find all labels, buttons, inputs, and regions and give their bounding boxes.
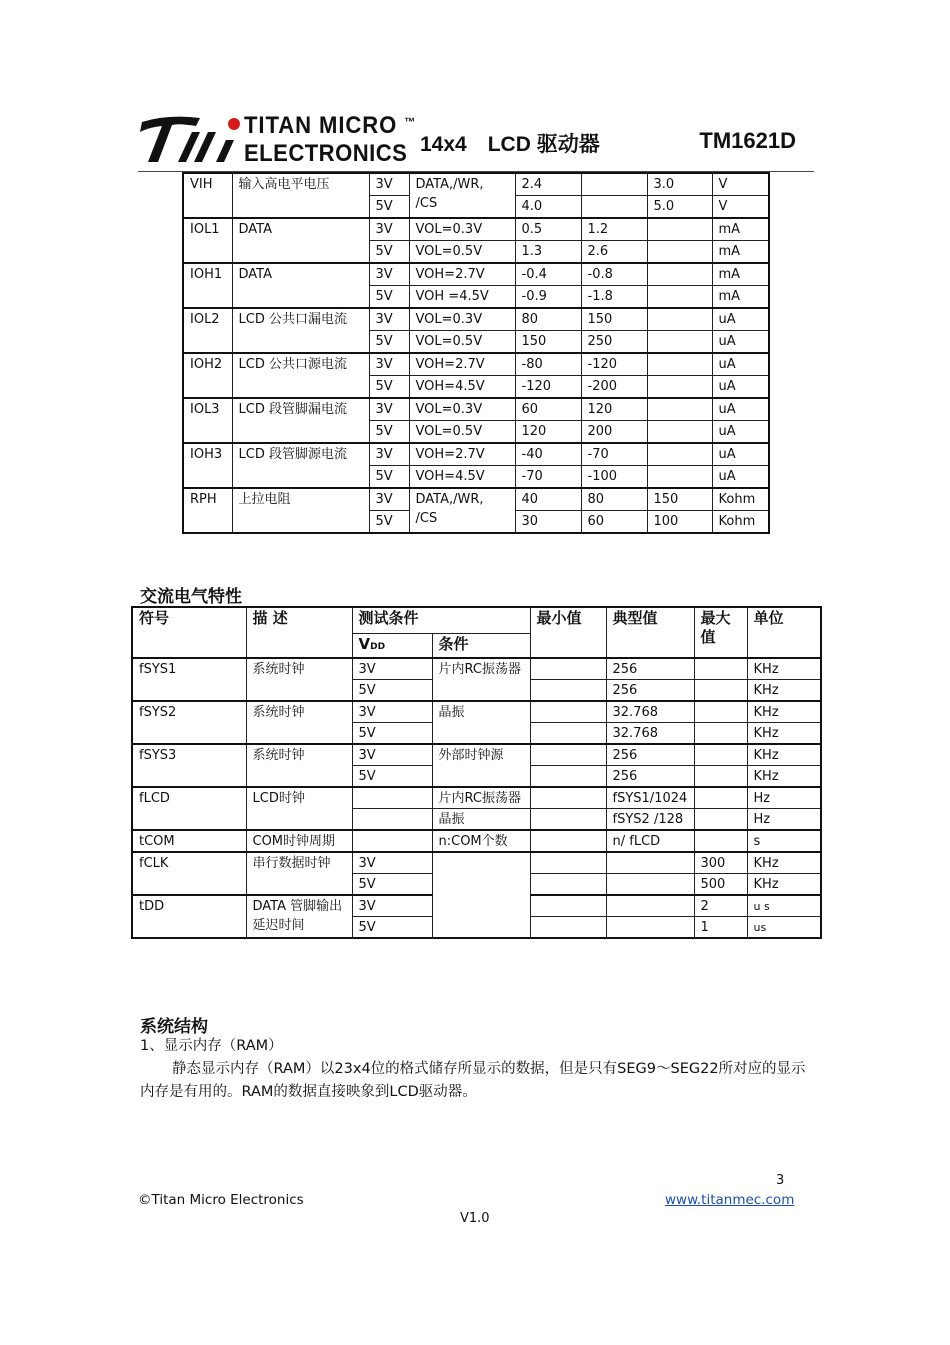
dc-unit-cell: Kohm <box>712 511 769 534</box>
dc-symbol-cell: RPH <box>183 488 232 533</box>
ac-max-cell <box>694 744 747 766</box>
table-row <box>183 443 769 466</box>
ac-vdd-cell: 3V <box>352 658 432 680</box>
ac-min-cell <box>530 916 606 938</box>
dc-min-cell: 80 <box>515 308 581 331</box>
ac-header-test-cond: 测试条件 <box>352 607 530 633</box>
dc-max-cell <box>647 308 712 331</box>
ac-vdd-cell <box>352 787 432 809</box>
dc-vdd-cell: 3V <box>369 218 409 241</box>
ac-min-cell <box>530 701 606 723</box>
ac-desc-cell: LCD时钟 <box>246 787 352 830</box>
ac-unit-cell: Hz <box>747 787 821 809</box>
ac-max-cell <box>694 787 747 809</box>
dc-cond-cell: DATA,/WR, /CS <box>409 488 515 533</box>
ac-typ-cell: n/ fLCD <box>606 830 694 852</box>
ac-vdd-cell <box>352 808 432 830</box>
ac-min-cell <box>530 765 606 787</box>
dc-desc-cell: DATA <box>232 263 369 308</box>
dc-max-cell <box>647 353 712 376</box>
dc-min-cell: 150 <box>515 331 581 354</box>
table-row <box>183 173 769 196</box>
dc-characteristics-table <box>182 172 770 534</box>
ac-typ-cell: 256 <box>606 744 694 766</box>
dc-min-cell: 40 <box>515 488 581 511</box>
dc-min-cell: -70 <box>515 466 581 489</box>
dc-vdd-cell: 3V <box>369 308 409 331</box>
dc-cond-cell: VOH=2.7V <box>409 443 515 466</box>
table-row <box>183 218 769 241</box>
footer-copyright: ©Titan Micro Electronics <box>138 1192 304 1208</box>
dc-cond-cell: VOH=2.7V <box>409 263 515 286</box>
dc-max-cell <box>647 218 712 241</box>
logo-line1: TITAN MICRO <box>244 112 398 139</box>
dc-vdd-cell: 3V <box>369 398 409 421</box>
ac-typ-cell <box>606 916 694 938</box>
dc-typ-cell: -100 <box>581 466 647 489</box>
ac-desc-cell: 系统时钟 <box>246 744 352 787</box>
dc-max-cell <box>647 421 712 444</box>
ac-min-cell <box>530 873 606 895</box>
dc-vdd-cell: 5V <box>369 196 409 219</box>
dc-max-cell: 100 <box>647 511 712 534</box>
dc-vdd-cell: 3V <box>369 488 409 511</box>
dc-symbol-cell: IOH3 <box>183 443 232 488</box>
table-row <box>183 488 769 511</box>
ac-vdd-cell: 5V <box>352 765 432 787</box>
ac-max-cell <box>694 830 747 852</box>
dc-cond-cell: VOH=2.7V <box>409 353 515 376</box>
dc-typ-cell <box>581 173 647 196</box>
dc-cond-cell: VOL=0.3V <box>409 398 515 421</box>
ac-symbol-cell: fSYS1 <box>132 658 246 701</box>
dc-typ-cell: -70 <box>581 443 647 466</box>
dc-desc-cell: LCD 段管脚源电流 <box>232 443 369 488</box>
ac-symbol-cell: fLCD <box>132 787 246 830</box>
part-number: TM1621D <box>699 128 796 153</box>
dc-vdd-cell: 3V <box>369 263 409 286</box>
ac-symbol-cell: tDD <box>132 895 246 938</box>
dc-max-cell <box>647 241 712 264</box>
ram-paragraph: 静态显示内存（RAM）以23x4位的格式储存所显示的数据，但是只有SEG9～SEG22所对应的显示内存是有用的。RAM的数据直接映象到LCD驱动器。 <box>140 1061 806 1100</box>
ac-desc-cell: DATA 管脚输出延迟时间 <box>246 895 352 938</box>
dc-min-cell: -120 <box>515 376 581 399</box>
dc-unit-cell: uA <box>712 466 769 489</box>
dc-vdd-cell: 5V <box>369 511 409 534</box>
ac-symbol-cell: fSYS3 <box>132 744 246 787</box>
dc-min-cell: 4.0 <box>515 196 581 219</box>
dc-unit-cell: mA <box>712 263 769 286</box>
dc-unit-cell: uA <box>712 443 769 466</box>
footer-version: V1.0 <box>460 1211 490 1226</box>
dc-desc-cell: 上拉电阻 <box>232 488 369 533</box>
dc-typ-cell: 1.2 <box>581 218 647 241</box>
ac-characteristics-table <box>131 606 822 939</box>
ac-cond-cell: 片内RC振荡器 <box>432 787 530 809</box>
dc-min-cell: -40 <box>515 443 581 466</box>
ac-unit-cell: s <box>747 830 821 852</box>
dc-symbol-cell: IOH2 <box>183 353 232 398</box>
dc-unit-cell: uA <box>712 308 769 331</box>
dc-symbol-cell: IOH1 <box>183 263 232 308</box>
ac-cond-cell: 片内RC振荡器 <box>432 658 530 701</box>
dc-vdd-cell: 5V <box>369 376 409 399</box>
ac-header-max: 最大值 <box>694 607 747 658</box>
dc-max-cell <box>647 398 712 421</box>
ac-max-cell: 500 <box>694 873 747 895</box>
dc-typ-cell: 120 <box>581 398 647 421</box>
dc-vdd-cell: 3V <box>369 353 409 376</box>
system-section-title: 系统结构 <box>140 1017 208 1037</box>
ac-unit-cell: KHz <box>747 765 821 787</box>
dc-desc-cell: DATA <box>232 218 369 263</box>
ac-max-cell <box>694 658 747 680</box>
ac-min-cell <box>530 744 606 766</box>
ac-typ-cell: 256 <box>606 658 694 680</box>
dc-typ-cell: -200 <box>581 376 647 399</box>
ac-max-cell <box>694 808 747 830</box>
dc-typ-cell: 200 <box>581 421 647 444</box>
ac-min-cell <box>530 658 606 680</box>
dc-typ-cell: -0.8 <box>581 263 647 286</box>
dc-unit-cell: uA <box>712 376 769 399</box>
ac-cond-cell: 晶振 <box>432 808 530 830</box>
ac-desc-cell: 串行数据时钟 <box>246 852 352 895</box>
ac-vdd-cell: 3V <box>352 852 432 874</box>
ac-vdd-cell: 3V <box>352 895 432 917</box>
dc-cond-cell: VOH=4.5V <box>409 376 515 399</box>
dc-unit-cell: V <box>712 196 769 219</box>
page-header <box>138 112 814 172</box>
dc-min-cell: 0.5 <box>515 218 581 241</box>
dc-max-cell <box>647 331 712 354</box>
ac-cond-cell: n:COM个数 <box>432 830 530 852</box>
dc-typ-cell: 2.6 <box>581 241 647 264</box>
ac-max-cell <box>694 701 747 723</box>
table-row <box>132 658 821 680</box>
ac-header-symbol: 符号 <box>132 607 246 658</box>
dc-symbol-cell: IOL2 <box>183 308 232 353</box>
dc-unit-cell: mA <box>712 218 769 241</box>
ac-min-cell <box>530 808 606 830</box>
ac-unit-cell: KHz <box>747 744 821 766</box>
dc-vdd-cell: 5V <box>369 331 409 354</box>
dc-min-cell: -0.4 <box>515 263 581 286</box>
ac-min-cell <box>530 852 606 874</box>
ac-typ-cell: 256 <box>606 765 694 787</box>
dc-max-cell: 3.0 <box>647 173 712 196</box>
ac-max-cell: 1 <box>694 916 747 938</box>
ac-cond-cell: 晶振 <box>432 701 530 744</box>
table-row <box>132 852 821 874</box>
ac-vdd-cell <box>352 830 432 852</box>
dc-symbol-cell: IOL1 <box>183 218 232 263</box>
ac-unit-cell: Hz <box>747 808 821 830</box>
dc-min-cell: -0.9 <box>515 286 581 309</box>
footer-website-link[interactable]: www.titanmec.com <box>665 1192 795 1208</box>
table-row <box>132 744 821 766</box>
ac-vdd-cell: 5V <box>352 722 432 744</box>
logo-line2: ELECTRONICS <box>244 140 408 167</box>
ac-max-cell <box>694 679 747 701</box>
dc-desc-cell: LCD 段管脚漏电流 <box>232 398 369 443</box>
dc-min-cell: 2.4 <box>515 173 581 196</box>
dc-vdd-cell: 5V <box>369 241 409 264</box>
ac-header-desc: 描 述 <box>246 607 352 658</box>
ac-max-cell: 300 <box>694 852 747 874</box>
table-row <box>183 398 769 421</box>
table-row <box>132 787 821 809</box>
ac-unit-cell: KHz <box>747 873 821 895</box>
ac-vdd-cell: 5V <box>352 916 432 938</box>
ac-cond-cell: 外部时钟源 <box>432 744 530 787</box>
ac-header-vdd: VDD <box>352 633 432 658</box>
ac-unit-cell: KHz <box>747 701 821 723</box>
ram-subtitle: 1、显示内存（RAM） <box>140 1038 283 1054</box>
dc-max-cell: 150 <box>647 488 712 511</box>
dc-typ-cell: 150 <box>581 308 647 331</box>
table-row <box>183 263 769 286</box>
dc-cond-cell: VOL=0.3V <box>409 218 515 241</box>
ac-vdd-cell: 5V <box>352 873 432 895</box>
ac-unit-cell: KHz <box>747 722 821 744</box>
dc-max-cell <box>647 286 712 309</box>
dc-unit-cell: mA <box>712 286 769 309</box>
dc-desc-cell: 输入高电平电压 <box>232 173 369 218</box>
dc-symbol-cell: IOL3 <box>183 398 232 443</box>
ac-typ-cell: fSYS2 /128 <box>606 808 694 830</box>
dc-max-cell <box>647 466 712 489</box>
ac-max-cell <box>694 722 747 744</box>
dc-unit-cell: uA <box>712 398 769 421</box>
table-row <box>132 830 821 852</box>
ac-typ-cell: 256 <box>606 679 694 701</box>
dc-max-cell <box>647 376 712 399</box>
ac-typ-cell <box>606 873 694 895</box>
dc-max-cell <box>647 263 712 286</box>
dc-max-cell <box>647 443 712 466</box>
ac-vdd-cell: 3V <box>352 744 432 766</box>
ac-min-cell <box>530 830 606 852</box>
dc-typ-cell: 80 <box>581 488 647 511</box>
ac-header-typ: 典型值 <box>606 607 694 658</box>
titan-logo-icon <box>138 112 242 170</box>
dc-cond-cell: VOL=0.5V <box>409 421 515 444</box>
ac-unit-cell: KHz <box>747 679 821 701</box>
dc-vdd-cell: 5V <box>369 466 409 489</box>
dc-vdd-cell: 5V <box>369 286 409 309</box>
dc-typ-cell: -1.8 <box>581 286 647 309</box>
ac-header-min: 最小值 <box>530 607 606 658</box>
ac-unit-cell: u s <box>747 895 821 917</box>
ac-min-cell <box>530 787 606 809</box>
dc-typ-cell: -120 <box>581 353 647 376</box>
dc-min-cell: 30 <box>515 511 581 534</box>
dc-cond-cell: DATA,/WR, /CS <box>409 173 515 218</box>
dc-desc-cell: LCD 公共口漏电流 <box>232 308 369 353</box>
dc-max-cell: 5.0 <box>647 196 712 219</box>
ac-typ-cell <box>606 895 694 917</box>
ac-min-cell <box>530 895 606 917</box>
ac-typ-cell <box>606 852 694 874</box>
trademark: ™ <box>404 115 417 129</box>
ac-max-cell: 2 <box>694 895 747 917</box>
ac-desc-cell: COM时钟周期 <box>246 830 352 852</box>
dc-cond-cell: VOL=0.5V <box>409 241 515 264</box>
ac-typ-cell: fSYS1/1024 <box>606 787 694 809</box>
ac-desc-cell: 系统时钟 <box>246 658 352 701</box>
ac-symbol-cell: tCOM <box>132 830 246 852</box>
dc-typ-cell <box>581 196 647 219</box>
dc-cond-cell: VOH=4.5V <box>409 466 515 489</box>
document-title: 14x4 LCD 驱动器 <box>420 133 600 156</box>
dc-typ-cell: 250 <box>581 331 647 354</box>
table-row <box>132 701 821 723</box>
dc-symbol-cell: VIH <box>183 173 232 218</box>
ac-max-cell <box>694 765 747 787</box>
ac-header-unit: 单位 <box>747 607 821 658</box>
ac-typ-cell: 32.768 <box>606 701 694 723</box>
ac-unit-cell: KHz <box>747 852 821 874</box>
dc-cond-cell: VOL=0.5V <box>409 331 515 354</box>
page-number: 3 <box>776 1173 785 1188</box>
ac-vdd-cell: 3V <box>352 701 432 723</box>
dc-vdd-cell: 5V <box>369 421 409 444</box>
dc-min-cell: -80 <box>515 353 581 376</box>
ac-unit-cell: KHz <box>747 658 821 680</box>
table-row <box>183 353 769 376</box>
ac-symbol-cell: fCLK <box>132 852 246 895</box>
company-logo <box>138 112 417 170</box>
dc-cond-cell: VOL=0.3V <box>409 308 515 331</box>
dc-unit-cell: Kohm <box>712 488 769 511</box>
dc-unit-cell: uA <box>712 353 769 376</box>
ac-min-cell <box>530 722 606 744</box>
ac-section-title: 交流电气特性 <box>140 587 242 607</box>
dc-typ-cell: 60 <box>581 511 647 534</box>
ac-min-cell <box>530 679 606 701</box>
ac-desc-cell: 系统时钟 <box>246 701 352 744</box>
dc-min-cell: 120 <box>515 421 581 444</box>
dc-desc-cell: LCD 公共口源电流 <box>232 353 369 398</box>
dc-vdd-cell: 3V <box>369 443 409 466</box>
dc-cond-cell: VOH =4.5V <box>409 286 515 309</box>
ac-typ-cell: 32.768 <box>606 722 694 744</box>
ac-vdd-cell: 5V <box>352 679 432 701</box>
dc-unit-cell: uA <box>712 331 769 354</box>
ac-symbol-cell: fSYS2 <box>132 701 246 744</box>
ac-header-cond: 条件 <box>432 633 530 658</box>
dc-unit-cell: mA <box>712 241 769 264</box>
dc-min-cell: 1.3 <box>515 241 581 264</box>
ac-cond-cell <box>432 852 530 938</box>
ac-unit-cell: us <box>747 916 821 938</box>
dc-vdd-cell: 3V <box>369 173 409 196</box>
dc-unit-cell: V <box>712 173 769 196</box>
dc-min-cell: 60 <box>515 398 581 421</box>
table-row <box>183 308 769 331</box>
dc-unit-cell: uA <box>712 421 769 444</box>
